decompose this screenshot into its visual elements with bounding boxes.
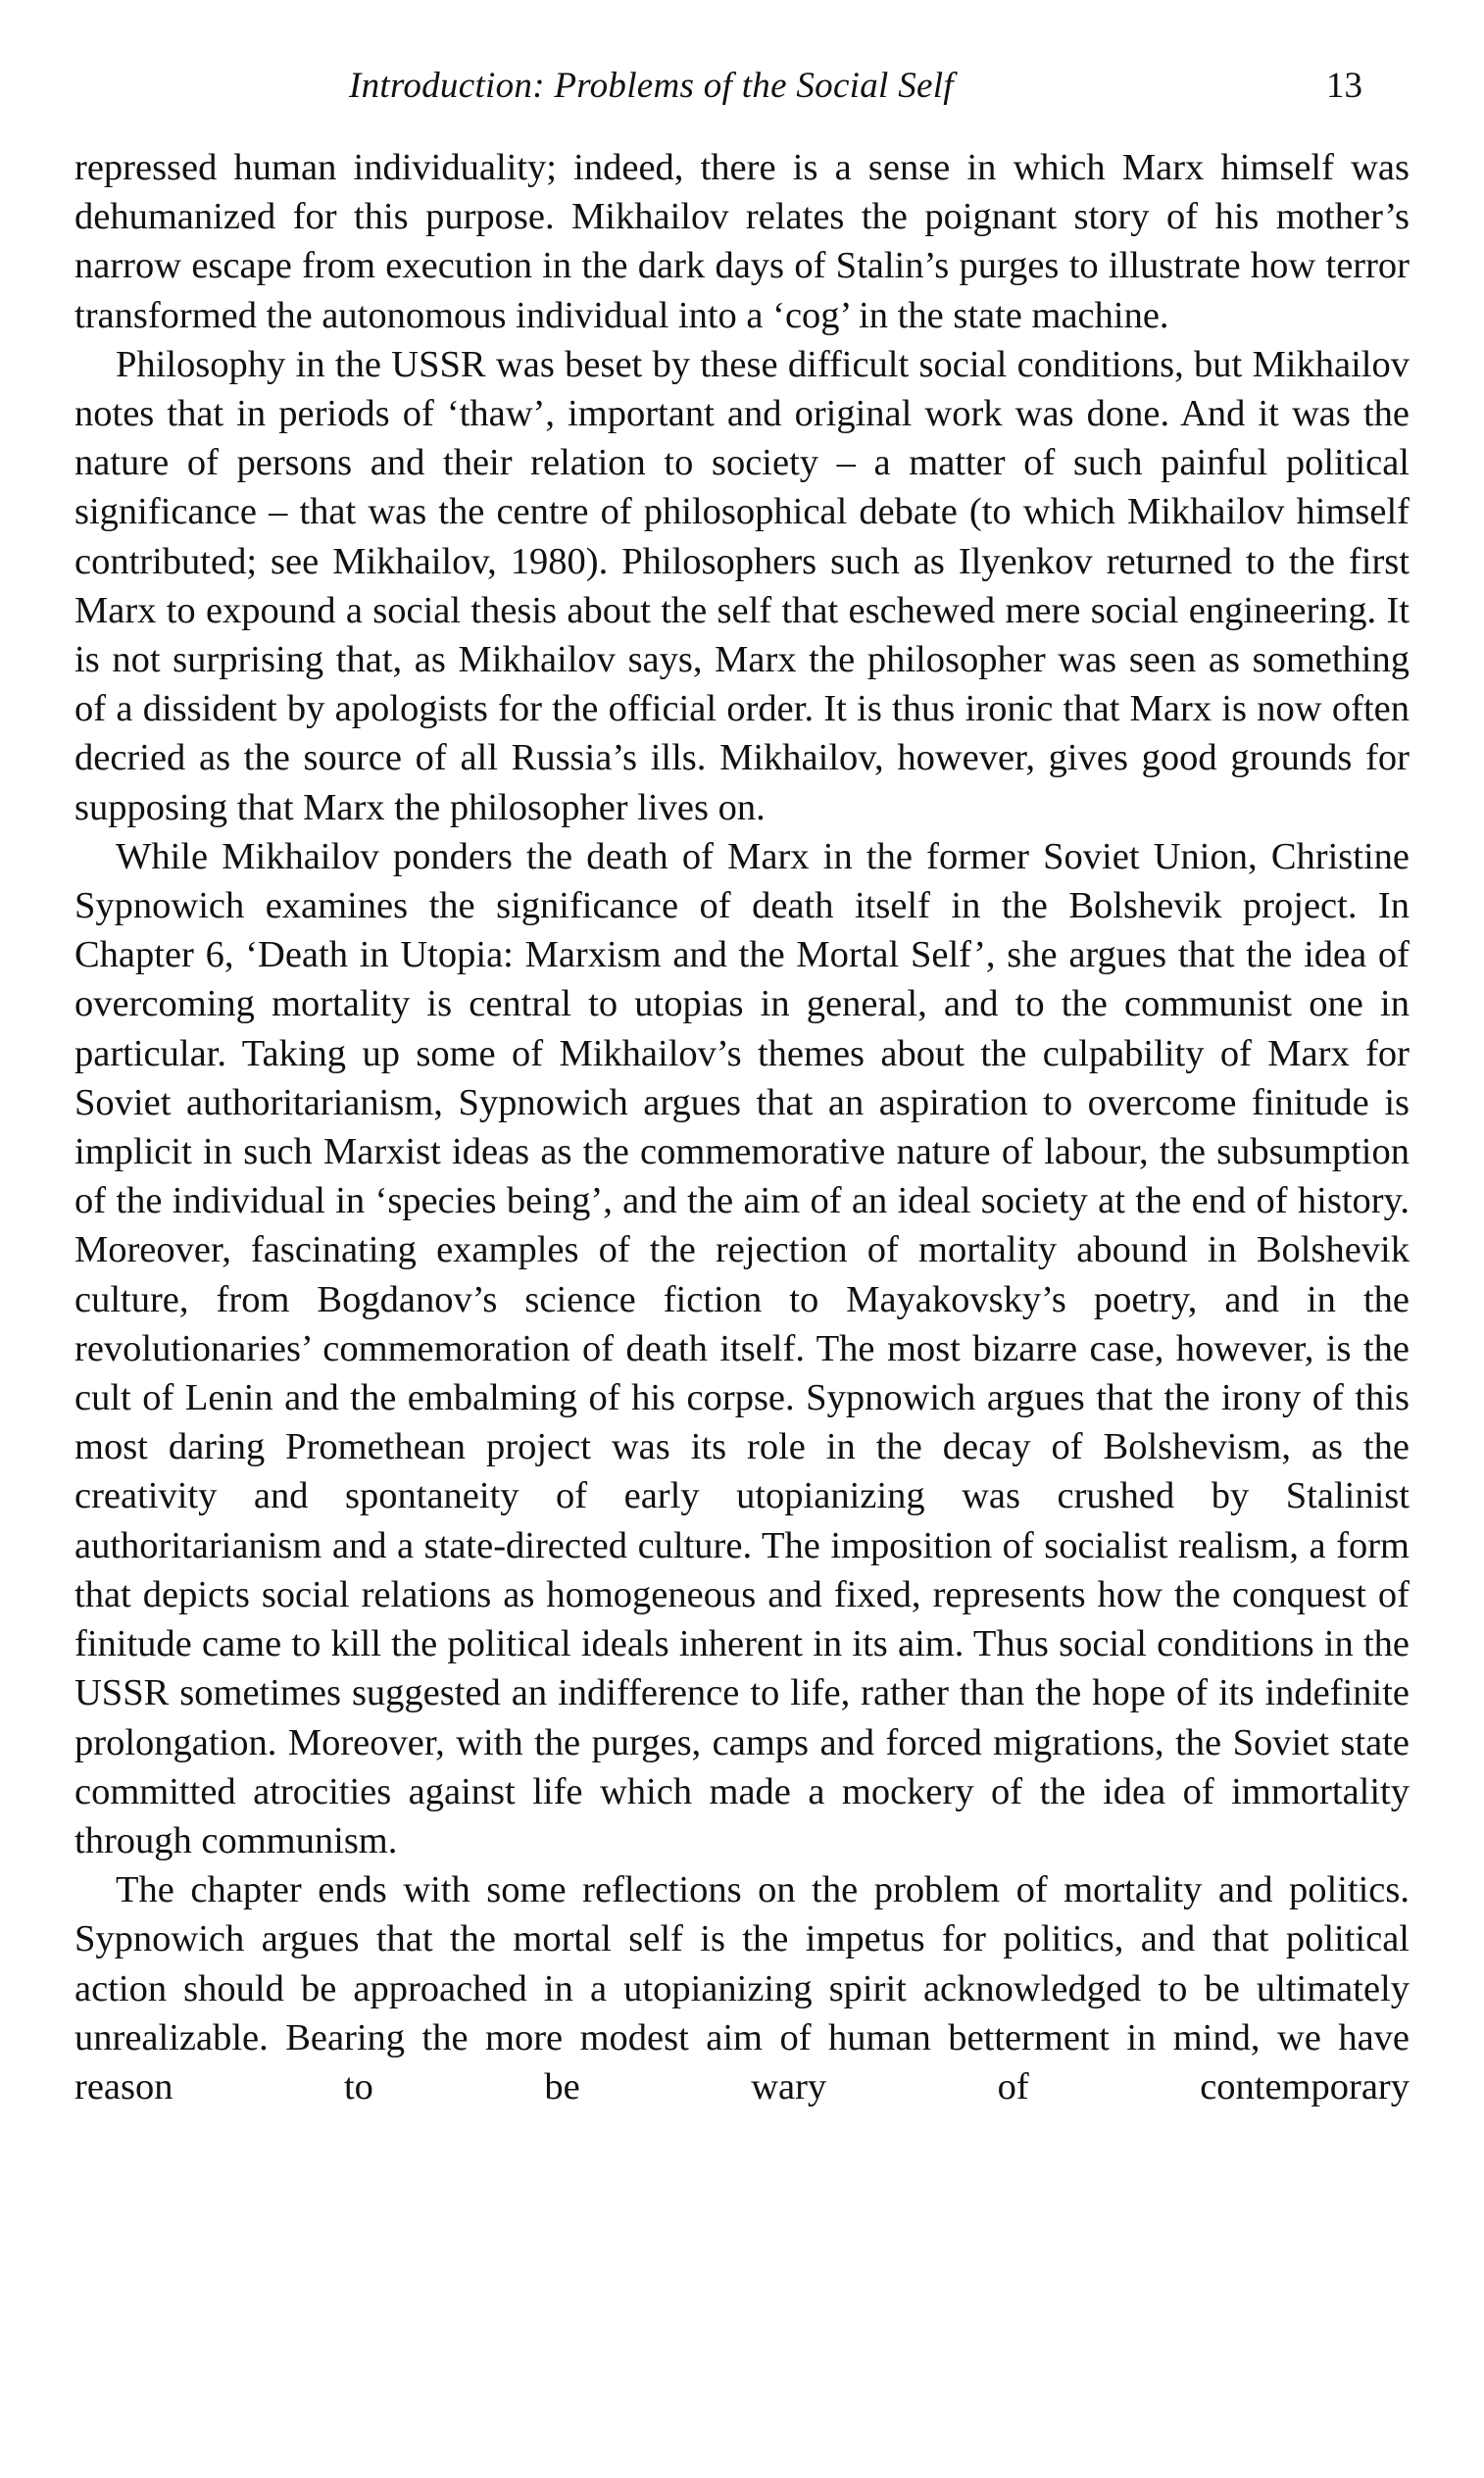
running-head	[74, 59, 1410, 114]
paragraph-continued: repressed human individuality; indeed, there is a sense in which Marx himself was dehumanized for this purpose. Mikhailov relates the poignant story of his mother’s narrow escape from execution in the dark days of Stalin’s purges to illustrate how terror transformed the autonomous individual into a ‘cog’ in the state machine.	[74, 147, 1410, 336]
paragraph-mortality-politics: The chapter ends with some reflections on the problem of mortality and politics. Sypnowich argues that the mortal self is the impetus for politics, and that political action should be approached in a utopianizing spirit acknowledged to be ultimately unrealizable. Bearing the more modest aim of human betterment in mind, we have reason to be wary of contemporary	[74, 1869, 1410, 2107]
paragraph-death-in-utopia: While Mikhailov ponders the death of Marx in the former Soviet Union, Christine Sypnowich examines the significance of death itself in the Bolshevik project. In Chapter 6, ‘Death in Utopia: Marxism and the Mortal Self’, she argues that the idea of overcoming mortality is central to utopias in general, and to the communist one in particular. Taking up some of Mikhailov’s themes about the culpability of Marx for Soviet authoritarianism, Sypnowich argues that an aspiration to overcome finitude is implicit in such Marxist ideas as the commemorative nature of labour, the subsumption of the individual in ‘species being’, and the aim of an ideal society at the end of history. Moreover, fascinating examples of the rejection of mortality abound in Bolshevik culture, from Bogdanov’s science fiction to Mayakovsky’s poetry, and in the revolutionaries’ commemoration of death itself. The most bizarre case, however, is the cult of Lenin and the embalming of his corpse. Sypnowich argues that the irony of this most daring Promethean project was its role in the decay of Bolshevism, as the creativity and spontaneity of early utopianizing was crushed by Stalinist authoritarianism and a state-directed culture. The imposition of socialist realism, a form that depicts social relations as homogeneous and fixed, represents how the conquest of finitude came to kill the political ideals inherent in its aim. Thus social conditions in the USSR sometimes suggested an indifference to life, rather than the hope of its indefinite prolongation. Moreover, with the purges, camps and forced migrations, the Soviet state committed atrocities against life which made a mockery of the idea of immortality through communism.	[74, 835, 1410, 1861]
running-title: Introduction: Problems of the Social Self	[349, 66, 954, 106]
page-number: 13	[1326, 66, 1362, 106]
paragraph-philosophy-ussr: Philosophy in the USSR was beset by these difficult social conditions, but Mikhailov notes that in periods of ‘thaw’, important and original work was done. And it was the nature of persons and their relation to society – a matter of such painful political significance – that was the centre of philosophical debate (to which Mikhailov himself contributed; see Mikhailov, 1980). Philosophers such as Ilyenkov returned to the first Marx to expound a social thesis about the self that eschewed mere social engineering. It is not surprising that, as Mikhailov says, Marx the philosopher was seen as something of a dissident by apologists for the official order. It is thus ironic that Marx is now often decried as the source of all Russia’s ills. Mikhailov, however, gives good grounds for supposing that Marx the philosopher lives on.	[74, 343, 1410, 828]
body-text	[74, 143, 1410, 2111]
book-page	[74, 59, 1410, 2111]
